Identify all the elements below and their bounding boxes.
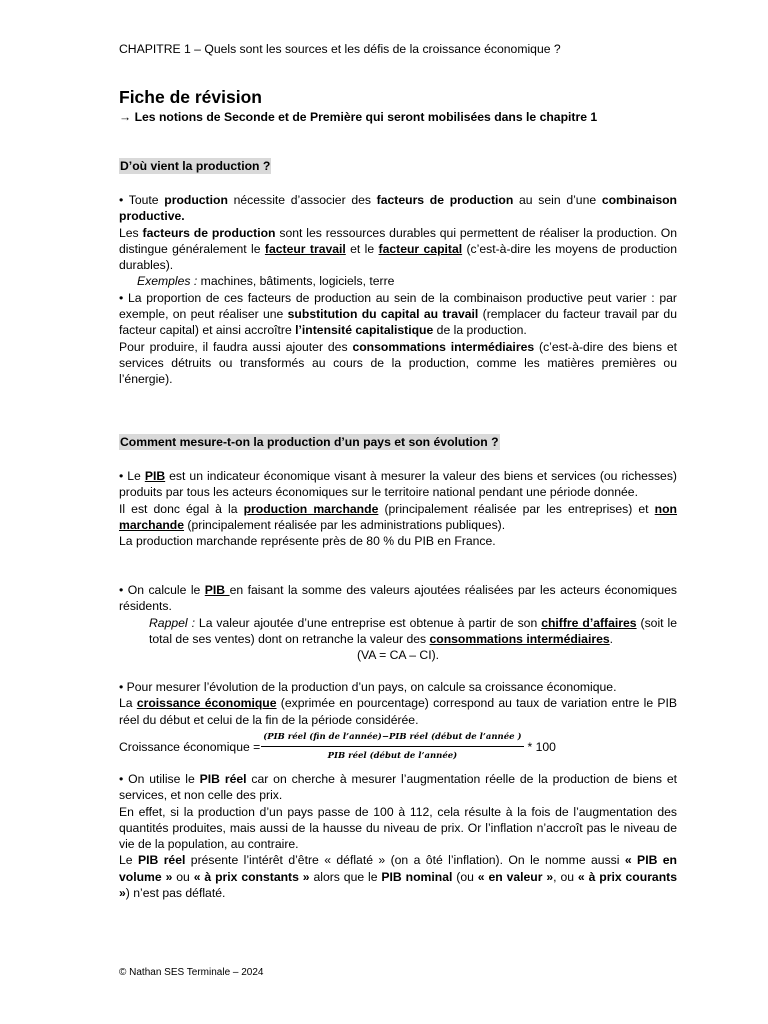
formula-denominator: PIB réel (début de l’année) (327, 751, 458, 762)
page-subtitle: → Les notions de Seconde et de Première qui seront mobilisées dans le chapitre 1 (119, 110, 598, 124)
paragraph: Les facteurs de production sont les ressources durables qui permettent de réaliser la production. On distingue généralement le facteur travail et le facteur capital (c’est-à-dire les moyens de production durables). (119, 225, 677, 273)
paragraph: • On utilise le PIB réel car on cherche à mesurer l’augmentation réelle de la production de biens et services, et non celle des prix. (119, 772, 678, 803)
formula-fraction (261, 729, 523, 765)
section-measure-pib (119, 582, 677, 663)
paragraph: • Toute production nécessite d’associer des facteurs de production au sein d’une combinaison productive. (119, 193, 677, 224)
paragraph: La production marchande représente près de 80 % du PIB en France. (119, 534, 496, 549)
page-title: Fiche de révision (119, 87, 262, 107)
section-measure-growth (119, 679, 677, 764)
examples-line: Exemples : machines, bâtiments, logiciels, terre (137, 274, 395, 289)
section-heading-measure: Comment mesure-t-on la production d’un pays et son évolution ? (120, 435, 499, 449)
section-measure-body (119, 468, 677, 549)
page-footer: © Nathan SES Terminale – 2024 (119, 967, 264, 978)
section-measure-real-gdp (119, 771, 677, 901)
reminder-paragraph: Rappel : La valeur ajoutée d’une entreprise est obtenue à partir de son chiffre d’affaires (soit le total de ses ventes) dont on retranche la valeur des consommations intermédiaires. (149, 615, 677, 646)
paragraph: En effet, si la production d’un pays passe de 100 à 112, cela résulte à la fois de l’augmentation des quantités produites, mais aussi de la hausse du niveau de prix. Or l’inflation n’accroît pas le niveau de vie de la population, au contraire. (119, 804, 677, 852)
section-heading-production: D’où vient la production ? (120, 159, 271, 173)
paragraph: Le PIB réel présente l’intérêt d’être « déflaté » (on a ôté l’inflation). On le nomme aussi « PIB en volume » ou « à prix constants » alors que le PIB nominal (ou « en valeur », ou « à prix courants ») n’est pas déflaté. (119, 853, 678, 901)
formula-multiplier: * 100 (527, 739, 556, 754)
paragraph: • Le PIB est un indicateur économique visant à mesurer la valeur des biens et services (ou richesses) produits par tous les acteurs économiques sur le territoire national pendant une période donnée. (119, 469, 677, 500)
formula-label: Croissance économique = (119, 739, 261, 754)
paragraph: • La proportion de ces facteurs de production au sein de la combinaison productive peut varier : par exemple, on peut réaliser une substitution du capital au travail (remplacer du facteur travail par du facteur capital) et ainsi accroître l’intensité capitalistique de la production. (119, 290, 677, 338)
va-formula: (VA = CA – CI). (356, 648, 440, 663)
paragraph: Pour produire, il faudra aussi ajouter des consommations intermédiaires (c’est-à-dire des biens et services détruits ou transformés au cours de la production, comme les matières premières ou l’énergie). (119, 339, 677, 387)
paragraph: Il est donc égal à la production marchande (principalement réalisée par les entreprises) et non marchande (principalement réalisée par les administrations publiques). (119, 501, 678, 532)
section-production-body (119, 192, 677, 388)
paragraph: La croissance économique (exprimée en pourcentage) correspond au taux de variation entre le PIB réel du début et celui de la fin de la période considérée. (119, 696, 677, 727)
formula-numerator: (PIB réel (fin de l’année)−PIB réel (début de l’année ) (261, 729, 523, 747)
paragraph: • Pour mesurer l’évolution de la production d’un pays, on calcule sa croissance économique. (119, 680, 617, 694)
growth-formula (119, 729, 677, 765)
paragraph: • On calcule le PIB en faisant la somme des valeurs ajoutées réalisées par les acteurs économiques résidents. (119, 583, 677, 614)
chapter-header: CHAPITRE 1 – Quels sont les sources et les défis de la croissance économique ? (119, 42, 561, 56)
